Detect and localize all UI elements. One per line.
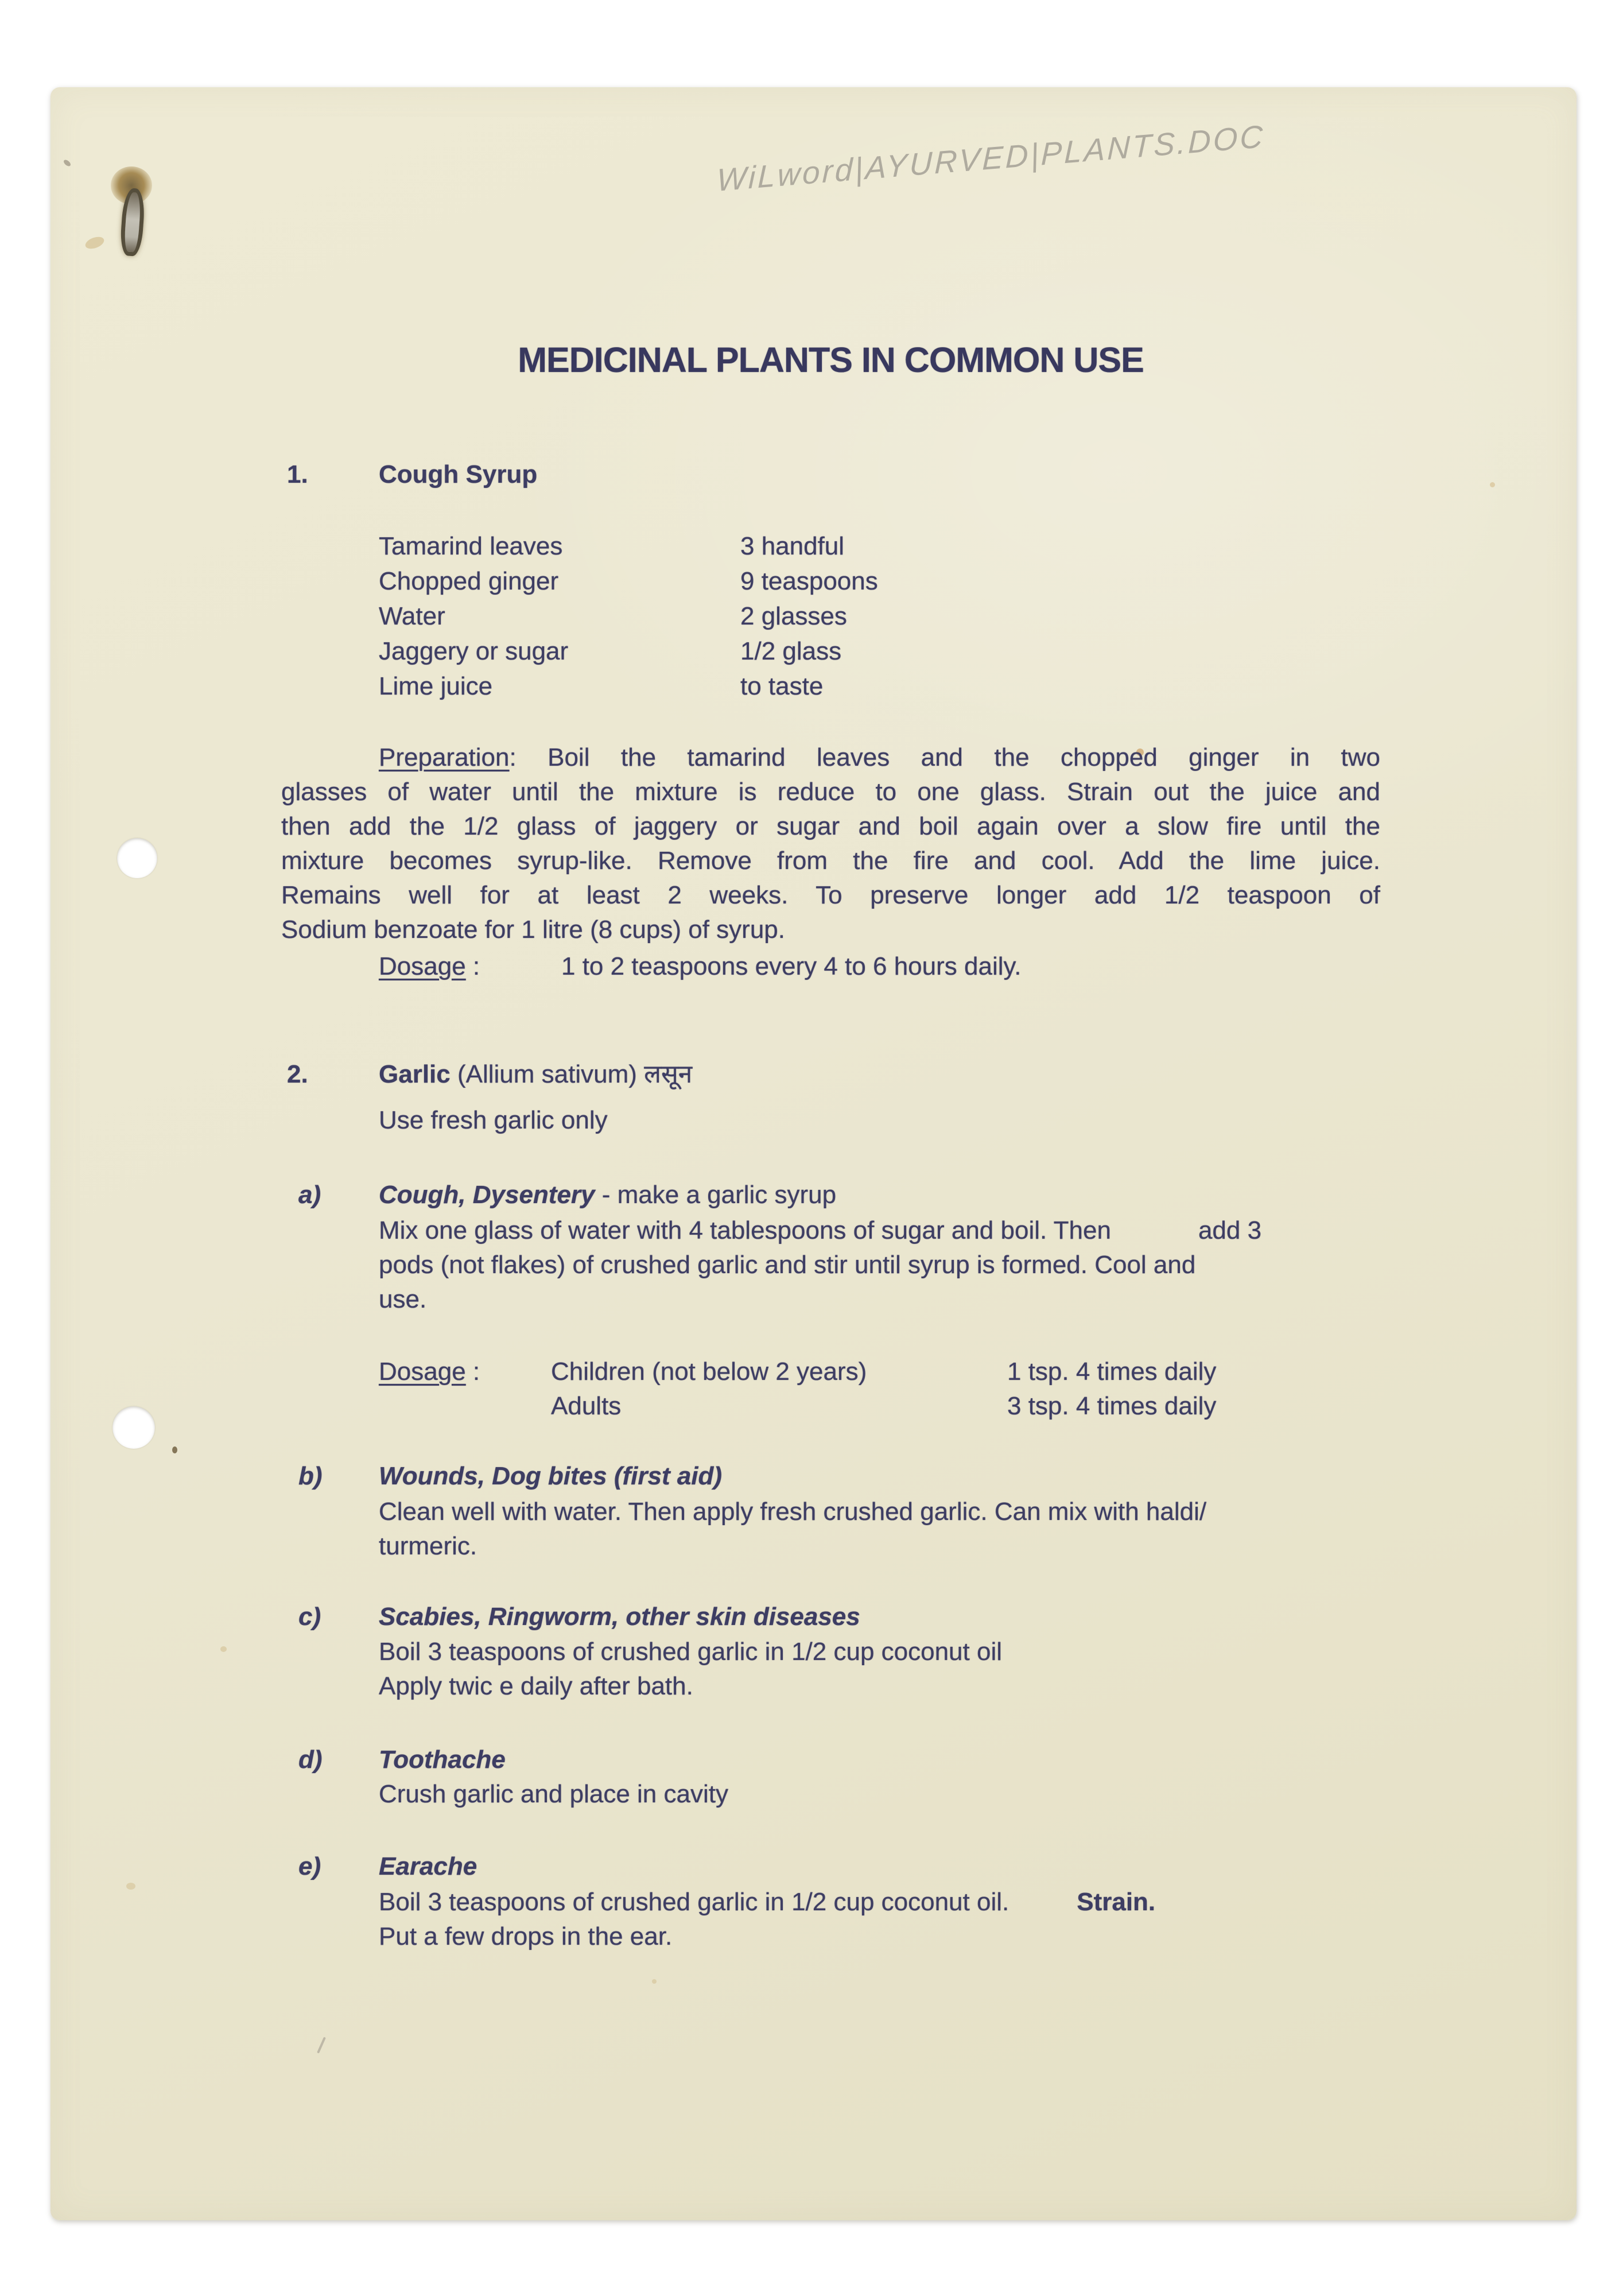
prep-line [281, 740, 1380, 775]
strain-emphasis: Strain. [1077, 1888, 1156, 1916]
punch-hole-top [117, 838, 157, 878]
preparation-paragraph [281, 740, 1380, 947]
edge-speck [63, 158, 72, 167]
ingredient-name: Chopped ginger [379, 567, 559, 595]
body-text: Crush garlic and place in cavity [379, 1780, 728, 1808]
fox-spot [652, 1979, 657, 1984]
section1-heading-row [51, 457, 1577, 492]
ingredient-qty: 3 handful [740, 532, 845, 560]
dosage-amount: 1 tsp. 4 times daily [1007, 1358, 1217, 1386]
item-a-letter: a) [298, 1181, 321, 1209]
pencil-stray-mark [317, 2037, 326, 2053]
ingredient-qty: 1/2 glass [740, 637, 842, 665]
rust-smudge [84, 235, 106, 251]
body-text: Boil 3 teaspoons of crushed garlic in 1/2 cup coconut oil. [379, 1888, 1009, 1916]
ingredient-row [51, 634, 1577, 669]
item-a-heading-bold: Cough, Dysentery [379, 1181, 595, 1209]
fox-spot [220, 1646, 227, 1652]
item-d-body-row [51, 1777, 1577, 1812]
ingredient-name: Jaggery or sugar [379, 637, 569, 665]
item-c-heading: Scabies, Ringworm, other skin diseases [379, 1603, 860, 1631]
body-line: Clean well with water. Then apply fresh crushed garlic. Can mix with haldi/ [379, 1498, 1207, 1526]
item-d-letter: d) [298, 1746, 323, 1774]
ingredient-row [51, 599, 1577, 634]
dosage-label-text: Dosage [379, 952, 466, 980]
item-d-heading: Toothache [379, 1746, 506, 1774]
preparation-label: Preparation [379, 743, 510, 771]
body-text: Mix one glass of water with 4 tablespoons of sugar and boil. Then [379, 1216, 1111, 1244]
section2-number: 2. [287, 1060, 308, 1088]
dosage-table-row [51, 1355, 1577, 1389]
body-line [379, 1213, 1380, 1248]
section1-dosage-row [51, 949, 1577, 984]
dosage-label [379, 1355, 480, 1389]
section2-subnote: Use fresh garlic only [379, 1106, 608, 1134]
page-title: MEDICINAL PLANTS IN COMMON USE [518, 340, 1144, 379]
dosage-table-row [51, 1389, 1577, 1424]
ingredient-name: Water [379, 602, 445, 630]
body-line: turmeric. [379, 1532, 477, 1560]
item-e-heading: Earache [379, 1852, 477, 1880]
body-line [379, 1885, 1380, 1919]
item-e-heading-row [51, 1849, 1577, 1884]
section2-heading-row [51, 1057, 1577, 1092]
item-e-body [379, 1885, 1380, 1954]
ingredient-qty: to taste [740, 672, 824, 700]
dosage-subject: Adults [551, 1392, 622, 1420]
dirt-speck [172, 1446, 177, 1453]
section2-heading [379, 1057, 692, 1092]
body-line: Apply twic e daily after bath. [379, 1672, 693, 1700]
ingredient-qty: 9 teaspoons [740, 567, 878, 595]
ingredient-row [51, 669, 1577, 704]
dosage-colon: : [465, 1358, 480, 1386]
item-b-body [379, 1495, 1380, 1564]
prep-line: then add the 1/2 glass of jaggery or sugar and boil again over a slow fire until the [281, 812, 1380, 840]
item-c-body [379, 1635, 1380, 1704]
section1-number: 1. [287, 460, 308, 488]
item-e-letter: e) [298, 1852, 321, 1880]
ingredient-name: Tamarind leaves [379, 532, 563, 560]
item-d-heading-row [51, 1743, 1577, 1777]
item-a-body [379, 1213, 1380, 1317]
prep-line: glasses of water until the mixture is reduce to one glass. Strain out the juice and [281, 778, 1380, 806]
dosage-amount: 3 tsp. 4 times daily [1007, 1392, 1217, 1420]
ingredient-row [51, 564, 1577, 599]
section2-heading-bold: Garlic [379, 1060, 451, 1088]
body-text: add 3 [1198, 1216, 1262, 1244]
item-b-heading-row [51, 1459, 1577, 1494]
item-c-letter: c) [298, 1603, 321, 1631]
item-a-heading-row [51, 1178, 1577, 1212]
ingredient-row [51, 529, 1577, 564]
dosage-colon: : [465, 952, 480, 980]
item-a-heading-rest: - make a garlic syrup [601, 1181, 837, 1209]
prep-line: Remains well for at least 2 weeks. To preserve longer add 1/2 teaspoon of [281, 881, 1380, 909]
dosage-label-text: Dosage [379, 1358, 466, 1386]
prep-line: mixture becomes syrup-like. Remove from the fire and cool. Add the lime juice. [281, 847, 1380, 875]
section1-heading: Cough Syrup [379, 460, 538, 488]
body-line: pods (not flakes) of crushed garlic and stir until syrup is formed. Cool and [379, 1251, 1196, 1279]
ingredient-name: Lime juice [379, 672, 493, 700]
ingredient-qty: 2 glasses [740, 602, 847, 630]
section2-subnote-row [51, 1103, 1577, 1138]
body-line: Boil 3 teaspoons of crushed garlic in 1/2 cup coconut oil [379, 1638, 1002, 1666]
body-line: Put a few drops in the ear. [379, 1922, 673, 1950]
section2-hindi-name: लसून [644, 1060, 693, 1089]
prep-text: : Boil the tamarind leaves and the chopped ginger in two [509, 743, 1380, 771]
item-c-heading-row [51, 1600, 1577, 1634]
dosage-value: 1 to 2 teaspoons every 4 to 6 hours daily. [561, 952, 1022, 980]
dosage-label [379, 949, 480, 984]
handwritten-filename: WiLword|AYURVED|PLANTS.DOC [716, 118, 1265, 198]
body-line: use. [379, 1285, 427, 1313]
dosage-subject: Children (not below 2 years) [551, 1358, 867, 1386]
item-a-heading [379, 1178, 836, 1212]
prep-line: Sodium benzoate for 1 litre (8 cups) of syrup. [281, 916, 785, 944]
document-page [51, 87, 1577, 2220]
item-b-heading: Wounds, Dog bites (first aid) [379, 1462, 723, 1490]
section2-botanical-name: (Allium sativum) [450, 1060, 644, 1088]
item-b-letter: b) [298, 1462, 323, 1490]
